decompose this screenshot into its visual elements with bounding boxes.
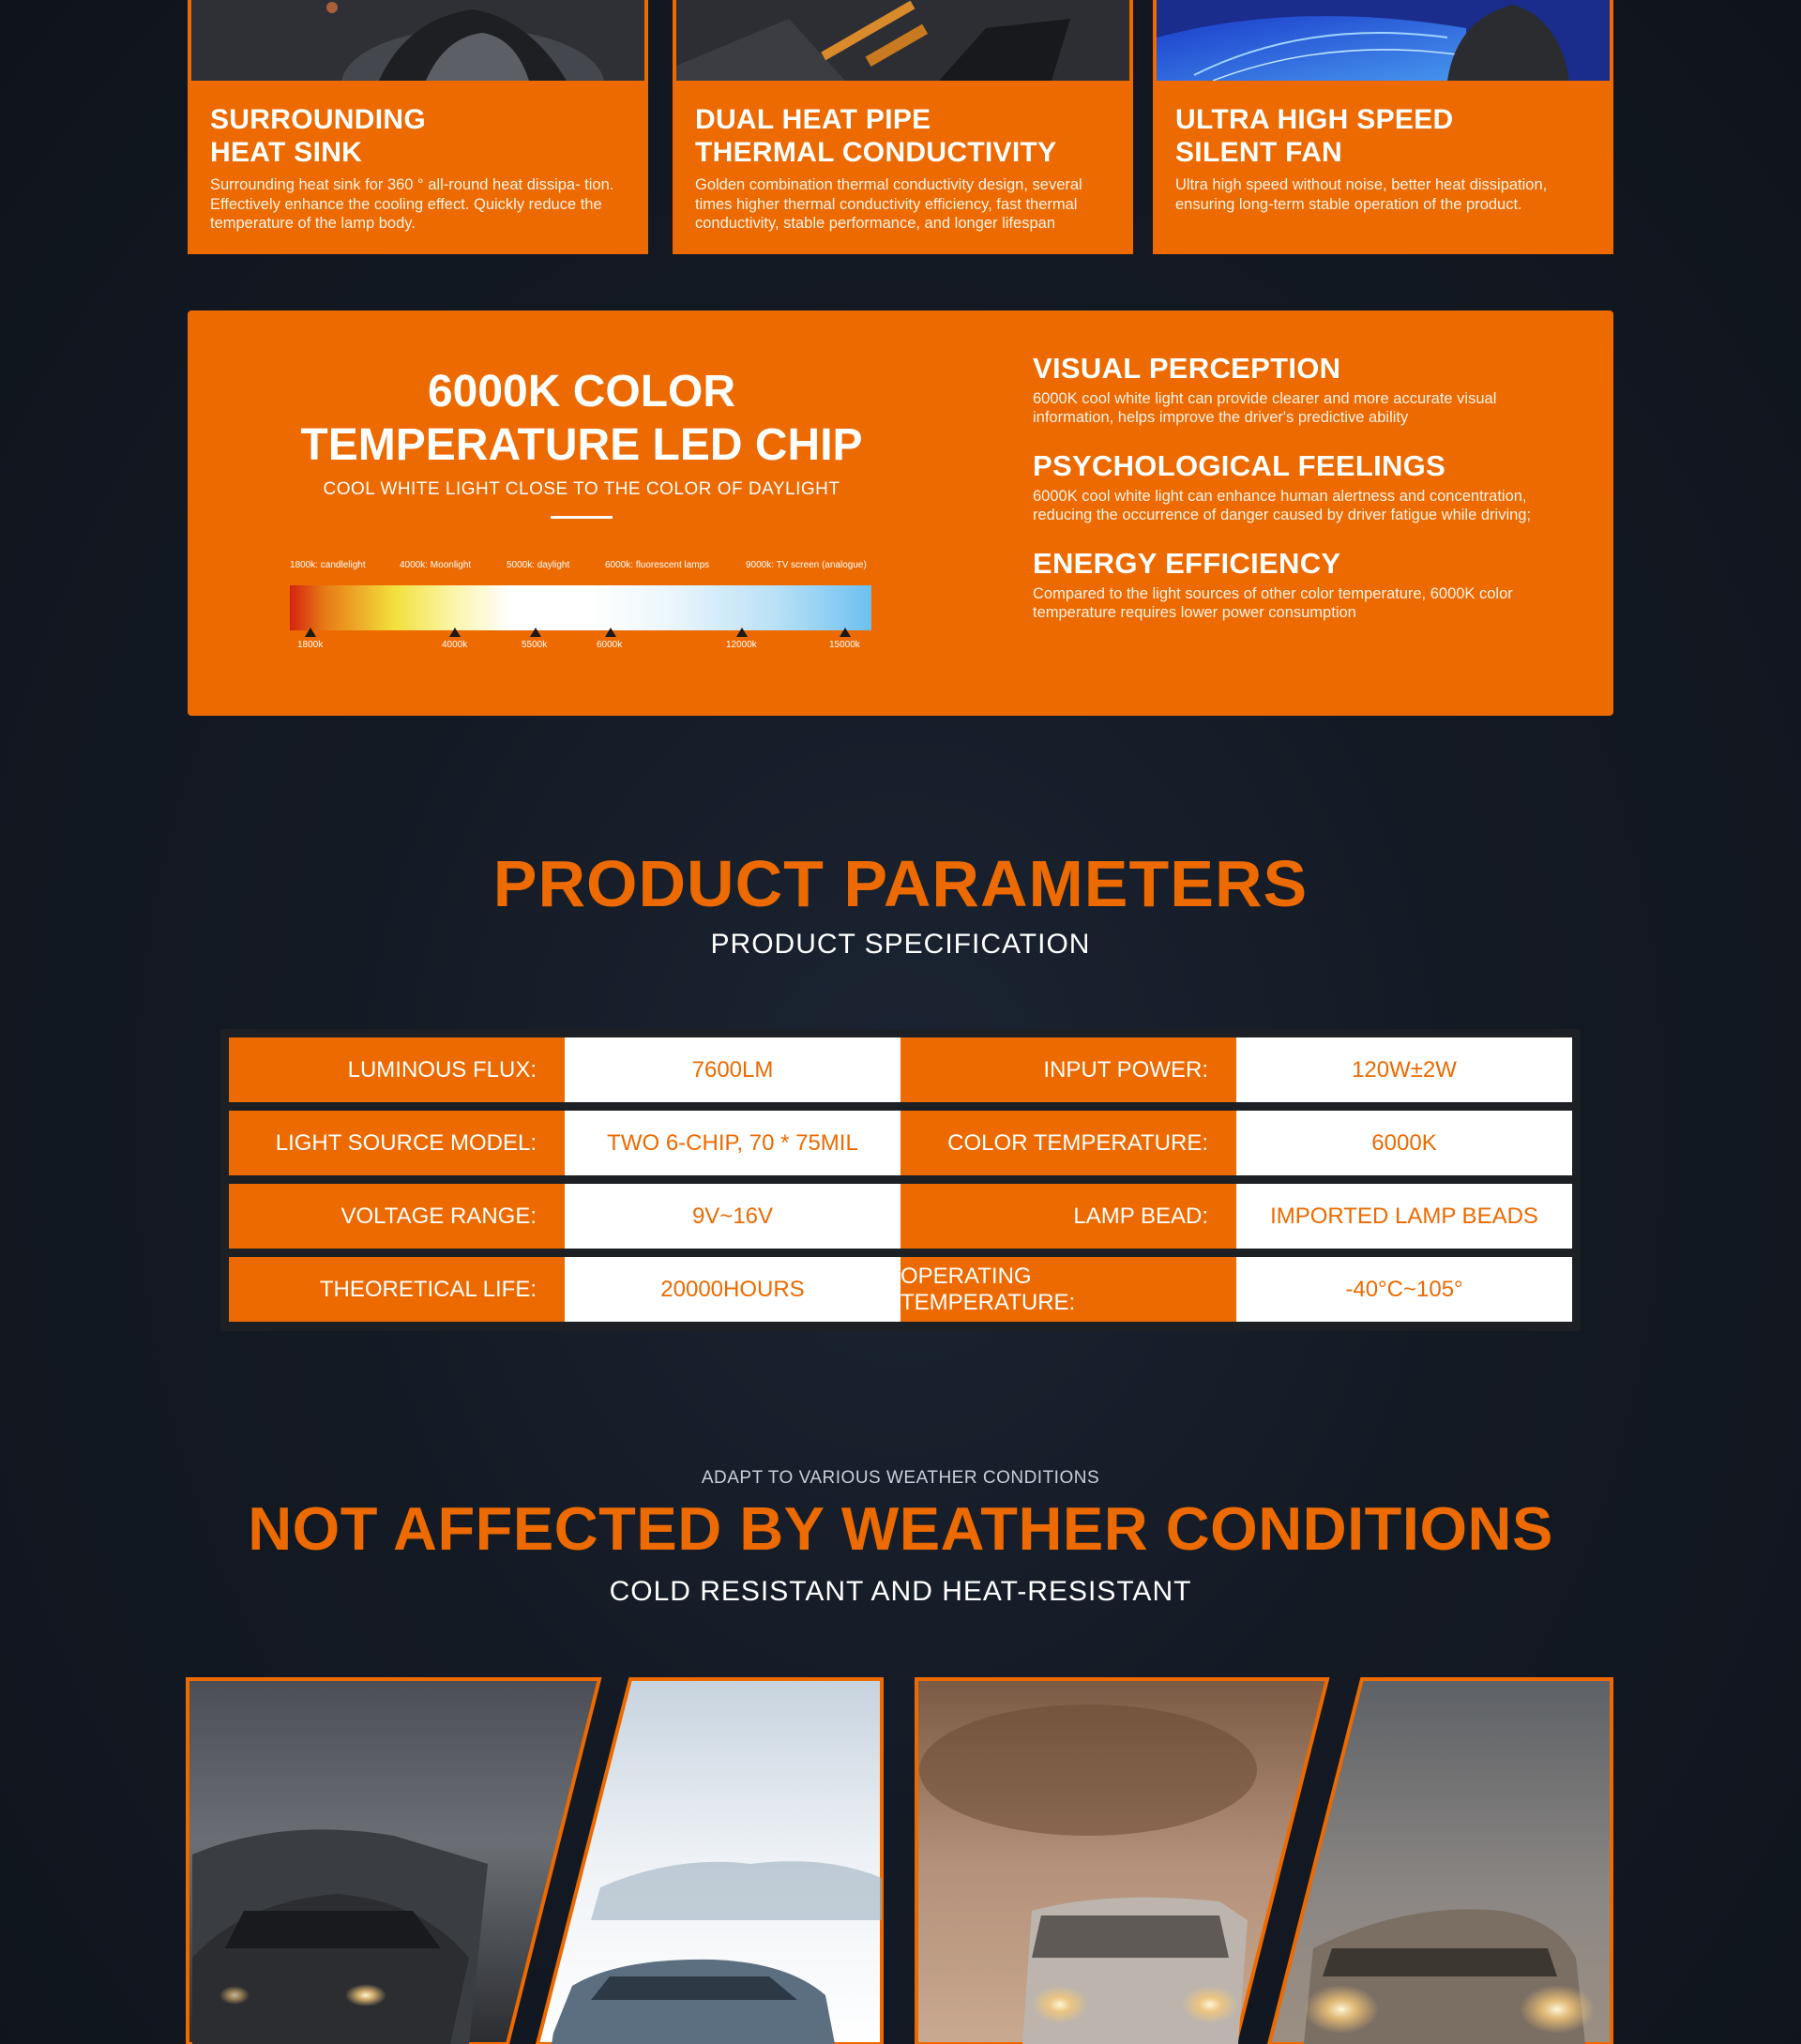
table-row	[229, 1257, 1572, 1322]
spec-label: LUMINOUS FLUX:	[229, 1037, 565, 1102]
benefit-description: 6000K cool white light can provide clearer and more accurate visual information, helps improve the driver's predictive ability	[1033, 390, 1497, 426]
tick-label: 12000k	[726, 640, 757, 650]
feature-card-heat-pipe	[673, 0, 1133, 254]
tick-label: 1800k	[297, 640, 324, 650]
tick-marker-icon	[605, 628, 616, 637]
tick-marker-icon	[305, 628, 316, 637]
benefits-list	[1033, 352, 1558, 644]
color-temperature-gradient-bar	[290, 585, 871, 630]
spec-value: -40°C~105°	[1236, 1257, 1572, 1322]
feature-card-fan	[1153, 0, 1613, 254]
product-specification-subheading: PRODUCT SPECIFICATION	[710, 929, 1091, 960]
spec-label: INPUT POWER:	[900, 1037, 1236, 1102]
spec-label: VOLTAGE RANGE:	[229, 1184, 565, 1249]
benefit-item	[1033, 449, 1558, 524]
snow-weather-photo	[537, 1679, 882, 2044]
color-temp-title: 6000K COLOR TEMPERATURE LED CHIP	[300, 367, 863, 470]
feature-title: SURROUNDING HEAT SINK	[210, 104, 426, 168]
benefit-item	[1033, 547, 1558, 622]
spec-label: LAMP BEAD:	[900, 1184, 1236, 1249]
color-temp-subtitle: COOL WHITE LIGHT CLOSE TO THE COLOR OF DAYLIGHT	[323, 479, 840, 499]
fan-product-image	[1157, 0, 1610, 81]
spec-label: COLOR TEMPERATURE:	[900, 1111, 1236, 1175]
benefit-description: 6000K cool white light can enhance human alertness and concentration, reducing the occurrence of danger caused by driver fatigue while driving;	[1033, 488, 1532, 523]
rain-weather-photo	[188, 1679, 599, 2044]
tick-marker-icon	[449, 628, 461, 637]
heat-sink-product-image	[191, 0, 644, 81]
spec-value: TWO 6-CHIP, 70 * 75MIL	[565, 1111, 900, 1175]
feature-cards	[188, 0, 1613, 254]
table-row	[229, 1111, 1572, 1175]
spec-value: 7600LM	[565, 1037, 900, 1102]
weather-eyebrow: ADAPT TO VARIOUS WEATHER CONDITIONS	[701, 1468, 1100, 1488]
table-row	[229, 1184, 1572, 1249]
spec-table	[220, 1029, 1581, 1331]
divider	[551, 516, 613, 519]
dust-weather-photo	[916, 1679, 1327, 2044]
table-row	[229, 1037, 1572, 1102]
feature-description: Golden combination thermal conductivity design, several times higher thermal conductivity efficiency, fast thermal conductivity, stable performance, and longer lifespan	[695, 176, 1082, 232]
spec-value: 20000HOURS	[565, 1257, 900, 1322]
feature-card-heat-sink	[188, 0, 648, 254]
tick-label: 15000k	[829, 640, 860, 650]
benefit-title: PSYCHOLOGICAL FEELINGS	[1033, 449, 1446, 482]
scale-label: 9000k: TV screen (analogue)	[746, 560, 867, 570]
spec-label: OPERATING TEMPERATURE:	[900, 1257, 1236, 1322]
benefit-title: VISUAL PERCEPTION	[1033, 352, 1341, 385]
feature-title: DUAL HEAT PIPE THERMAL CONDUCTIVITY	[695, 104, 1057, 168]
weather-photo-collage	[0, 1676, 1801, 2044]
tick-marker-icon	[530, 628, 541, 637]
spec-value: 6000K	[1236, 1111, 1572, 1175]
scale-label: 5000k: daylight	[507, 560, 570, 570]
tick-label: 5500k	[522, 640, 548, 650]
feature-description: Surrounding heat sink for 360 ° all-round heat dissipa- tion. Effectively enhance the cooling effect. Quickly reduce the temperature of the lamp body.	[210, 176, 614, 232]
tick-label: 6000k	[597, 640, 623, 650]
product-parameters-heading: PRODUCT PARAMETERS	[492, 847, 1309, 920]
scale-label: 4000k: Moonlight	[400, 560, 472, 570]
spec-label: THEORETICAL LIFE:	[229, 1257, 565, 1322]
benefit-title: ENERGY EFFICIENCY	[1033, 547, 1341, 580]
fog-weather-photo	[1269, 1679, 1612, 2044]
feature-description: Ultra high speed without noise, better heat dissipation, ensuring long-term stable operation of the product.	[1175, 176, 1548, 213]
scale-label: 1800k: candlelight	[290, 560, 366, 570]
color-temperature-panel	[188, 310, 1613, 716]
spec-value: IMPORTED LAMP BEADS	[1236, 1184, 1572, 1249]
benefit-item	[1033, 352, 1558, 427]
heat-pipe-product-image	[676, 0, 1129, 81]
weather-subheading: COLD RESISTANT AND HEAT-RESISTANT	[609, 1576, 1192, 1607]
tick-marker-icon	[840, 628, 851, 637]
scale-label: 6000k: fluorescent lamps	[605, 560, 710, 570]
spec-value: 9V~16V	[565, 1184, 900, 1249]
weather-heading: NOT AFFECTED BY WEATHER CONDITIONS	[248, 1494, 1553, 1563]
spec-value: 120W±2W	[1236, 1037, 1572, 1102]
tick-label: 4000k	[442, 640, 468, 650]
benefit-description: Compared to the light sources of other color temperature, 6000K color temperature requires lower power consumption	[1033, 585, 1513, 621]
spec-label: LIGHT SOURCE MODEL:	[229, 1111, 565, 1175]
feature-title: ULTRA HIGH SPEED SILENT FAN	[1175, 104, 1454, 168]
tick-marker-icon	[736, 628, 748, 637]
